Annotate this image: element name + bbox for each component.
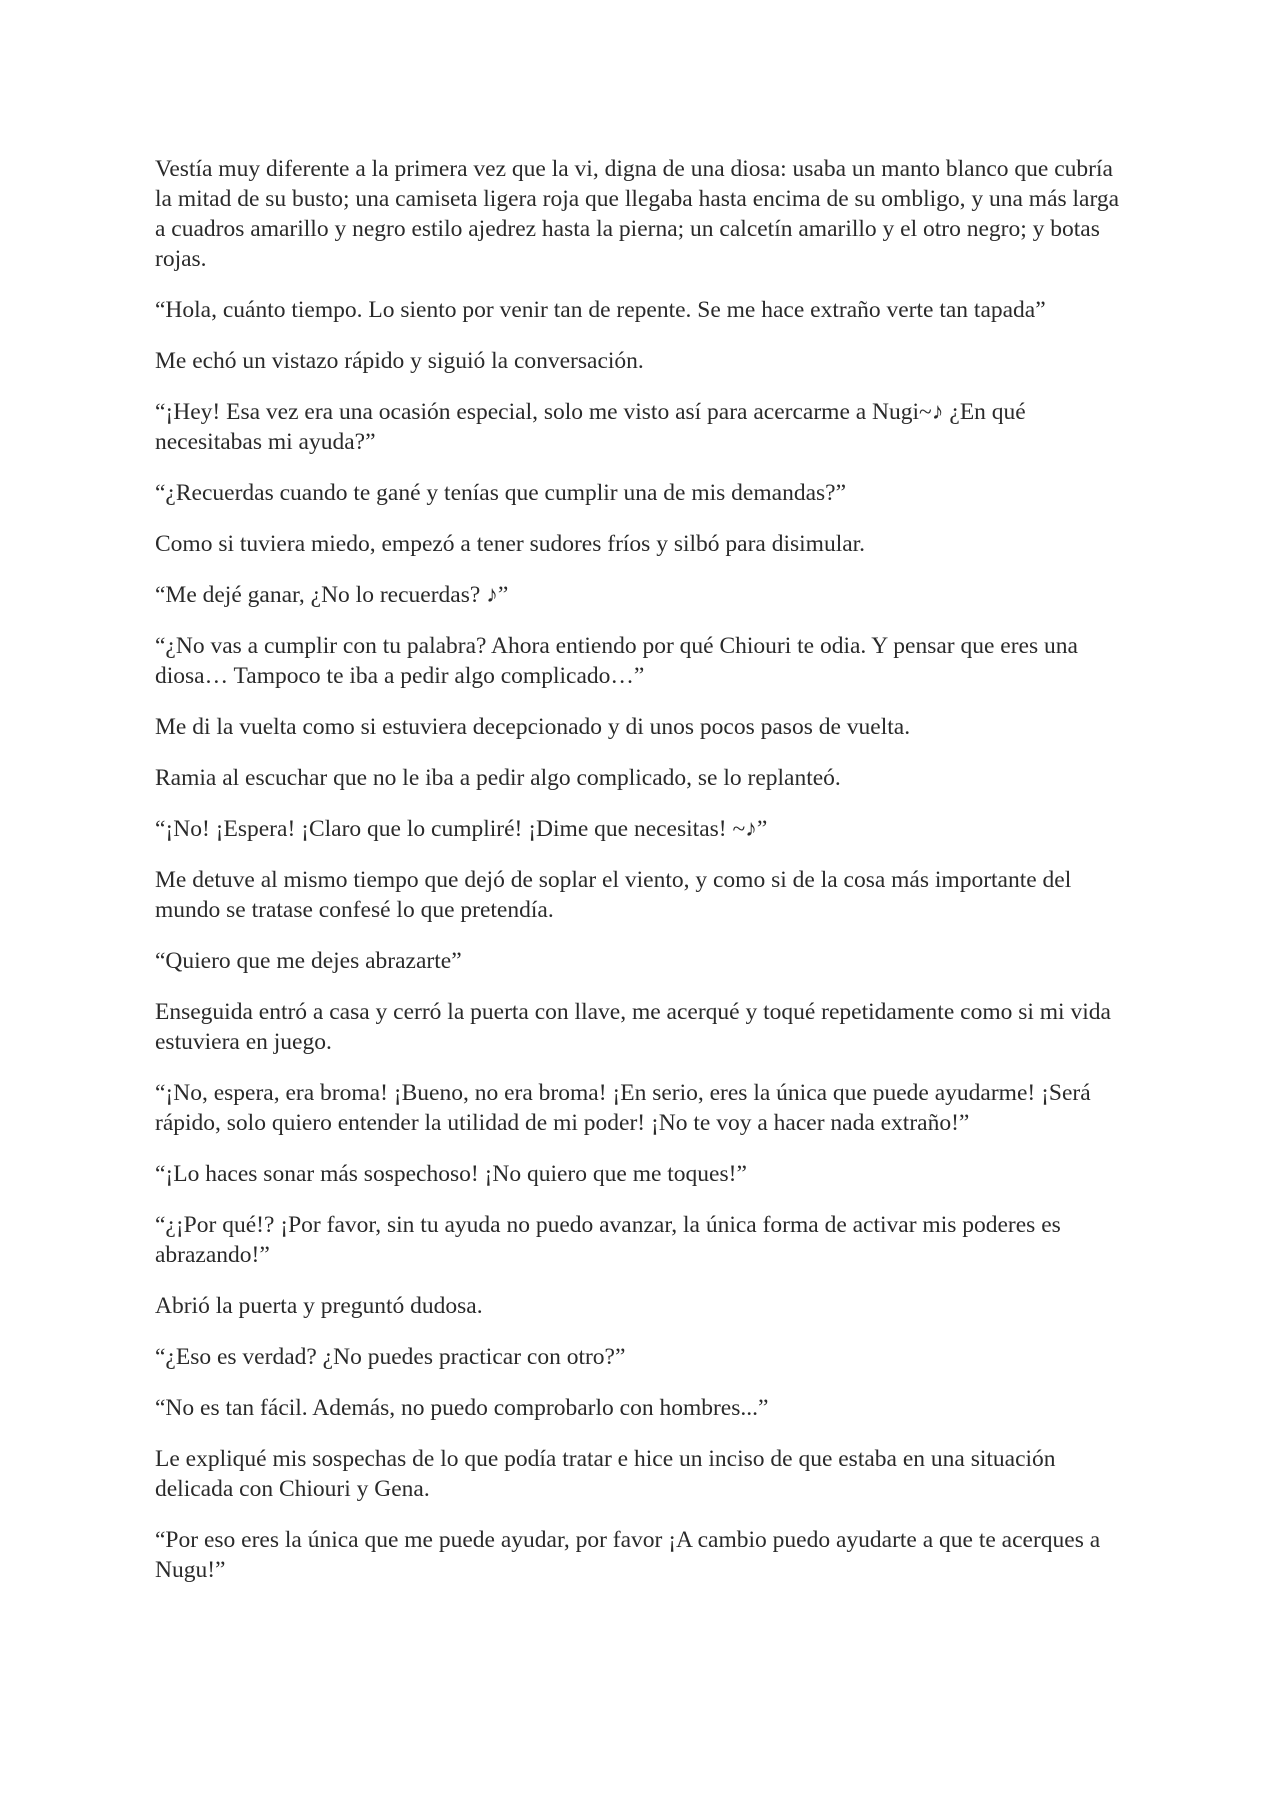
paragraph: “Me dejé ganar, ¿No lo recuerdas? ♪” xyxy=(155,582,509,608)
paragraph: “¿No vas a cumplir con tu palabra? Ahora entiendo por qué Chiouri te odia. Y pensar que eres una diosa… Tampoco te iba a pedir algo complicado…” xyxy=(155,633,1078,689)
paragraph: Como si tuviera miedo, empezó a tener sudores fríos y silbó para disimular. xyxy=(155,531,866,557)
paragraph: “No es tan fácil. Además, no puedo comprobarlo con hombres...” xyxy=(155,1395,769,1421)
paragraph: “¿¡Por qué!? ¡Por favor, sin tu ayuda no puedo avanzar, la única forma de activar mis poderes es abrazando!” xyxy=(155,1212,1061,1268)
paragraph: Me detuve al mismo tiempo que dejó de soplar el viento, y como si de la cosa más importante del mundo se tratase confesé lo que pretendía. xyxy=(155,867,1072,923)
paragraph: “¡Lo haces sonar más sospechoso! ¡No quiero que me toques!” xyxy=(155,1161,747,1187)
paragraph: Me di la vuelta como si estuviera decepcionado y di unos pocos pasos de vuelta. xyxy=(155,714,911,740)
paragraph: “¡No, espera, era broma! ¡Bueno, no era broma! ¡En serio, eres la única que puede ayudarme! ¡Será rápido, solo quiero entender la utilidad de mi poder! ¡No te voy a hacer nada extraño!” xyxy=(155,1080,1091,1136)
paragraph: Ramia al escuchar que no le iba a pedir algo complicado, se lo replanteó. xyxy=(155,765,841,791)
paragraph: Le expliqué mis sospechas de lo que podía tratar e hice un inciso de que estaba en una situación delicada con Chiouri y Gena. xyxy=(155,1446,1056,1502)
paragraph: “¿Recuerdas cuando te gané y tenías que cumplir una de mis demandas?” xyxy=(155,480,847,506)
paragraph: “¡Hey! Esa vez era una ocasión especial, solo me visto así para acercarme a Nugi~♪ ¿En qué necesitabas mi ayuda?” xyxy=(155,399,1026,455)
paragraph: Me echó un vistazo rápido y siguió la conversación. xyxy=(155,348,644,374)
paragraph: Abrió la puerta y preguntó dudosa. xyxy=(155,1293,483,1319)
document-text-body xyxy=(155,154,1130,1606)
paragraph: “Quiero que me dejes abrazarte” xyxy=(155,948,462,974)
paragraph: “¡No! ¡Espera! ¡Claro que lo cumpliré! ¡Dime que necesitas! ~♪” xyxy=(155,816,768,842)
paragraph: “Hola, cuánto tiempo. Lo siento por venir tan de repente. Se me hace extraño verte tan tapada” xyxy=(155,297,1046,323)
paragraph: “¿Eso es verdad? ¿No puedes practicar con otro?” xyxy=(155,1344,626,1370)
paragraph: Vestía muy diferente a la primera vez que la vi, digna de una diosa: usaba un manto blanco que cubría la mitad de su busto; una camiseta ligera roja que llegaba hasta encima de su ombligo, y una más larga a cuadros amarillo y negro estilo ajedrez hasta la pierna; un calcetín amarillo y el otro negro; y botas rojas. xyxy=(155,156,1120,272)
paragraph: “Por eso eres la única que me puede ayudar, por favor ¡A cambio puedo ayudarte a que te acerques a Nugu!” xyxy=(155,1527,1101,1583)
paragraph: Enseguida entró a casa y cerró la puerta con llave, me acerqué y toqué repetidamente como si mi vida estuviera en juego. xyxy=(155,999,1111,1055)
